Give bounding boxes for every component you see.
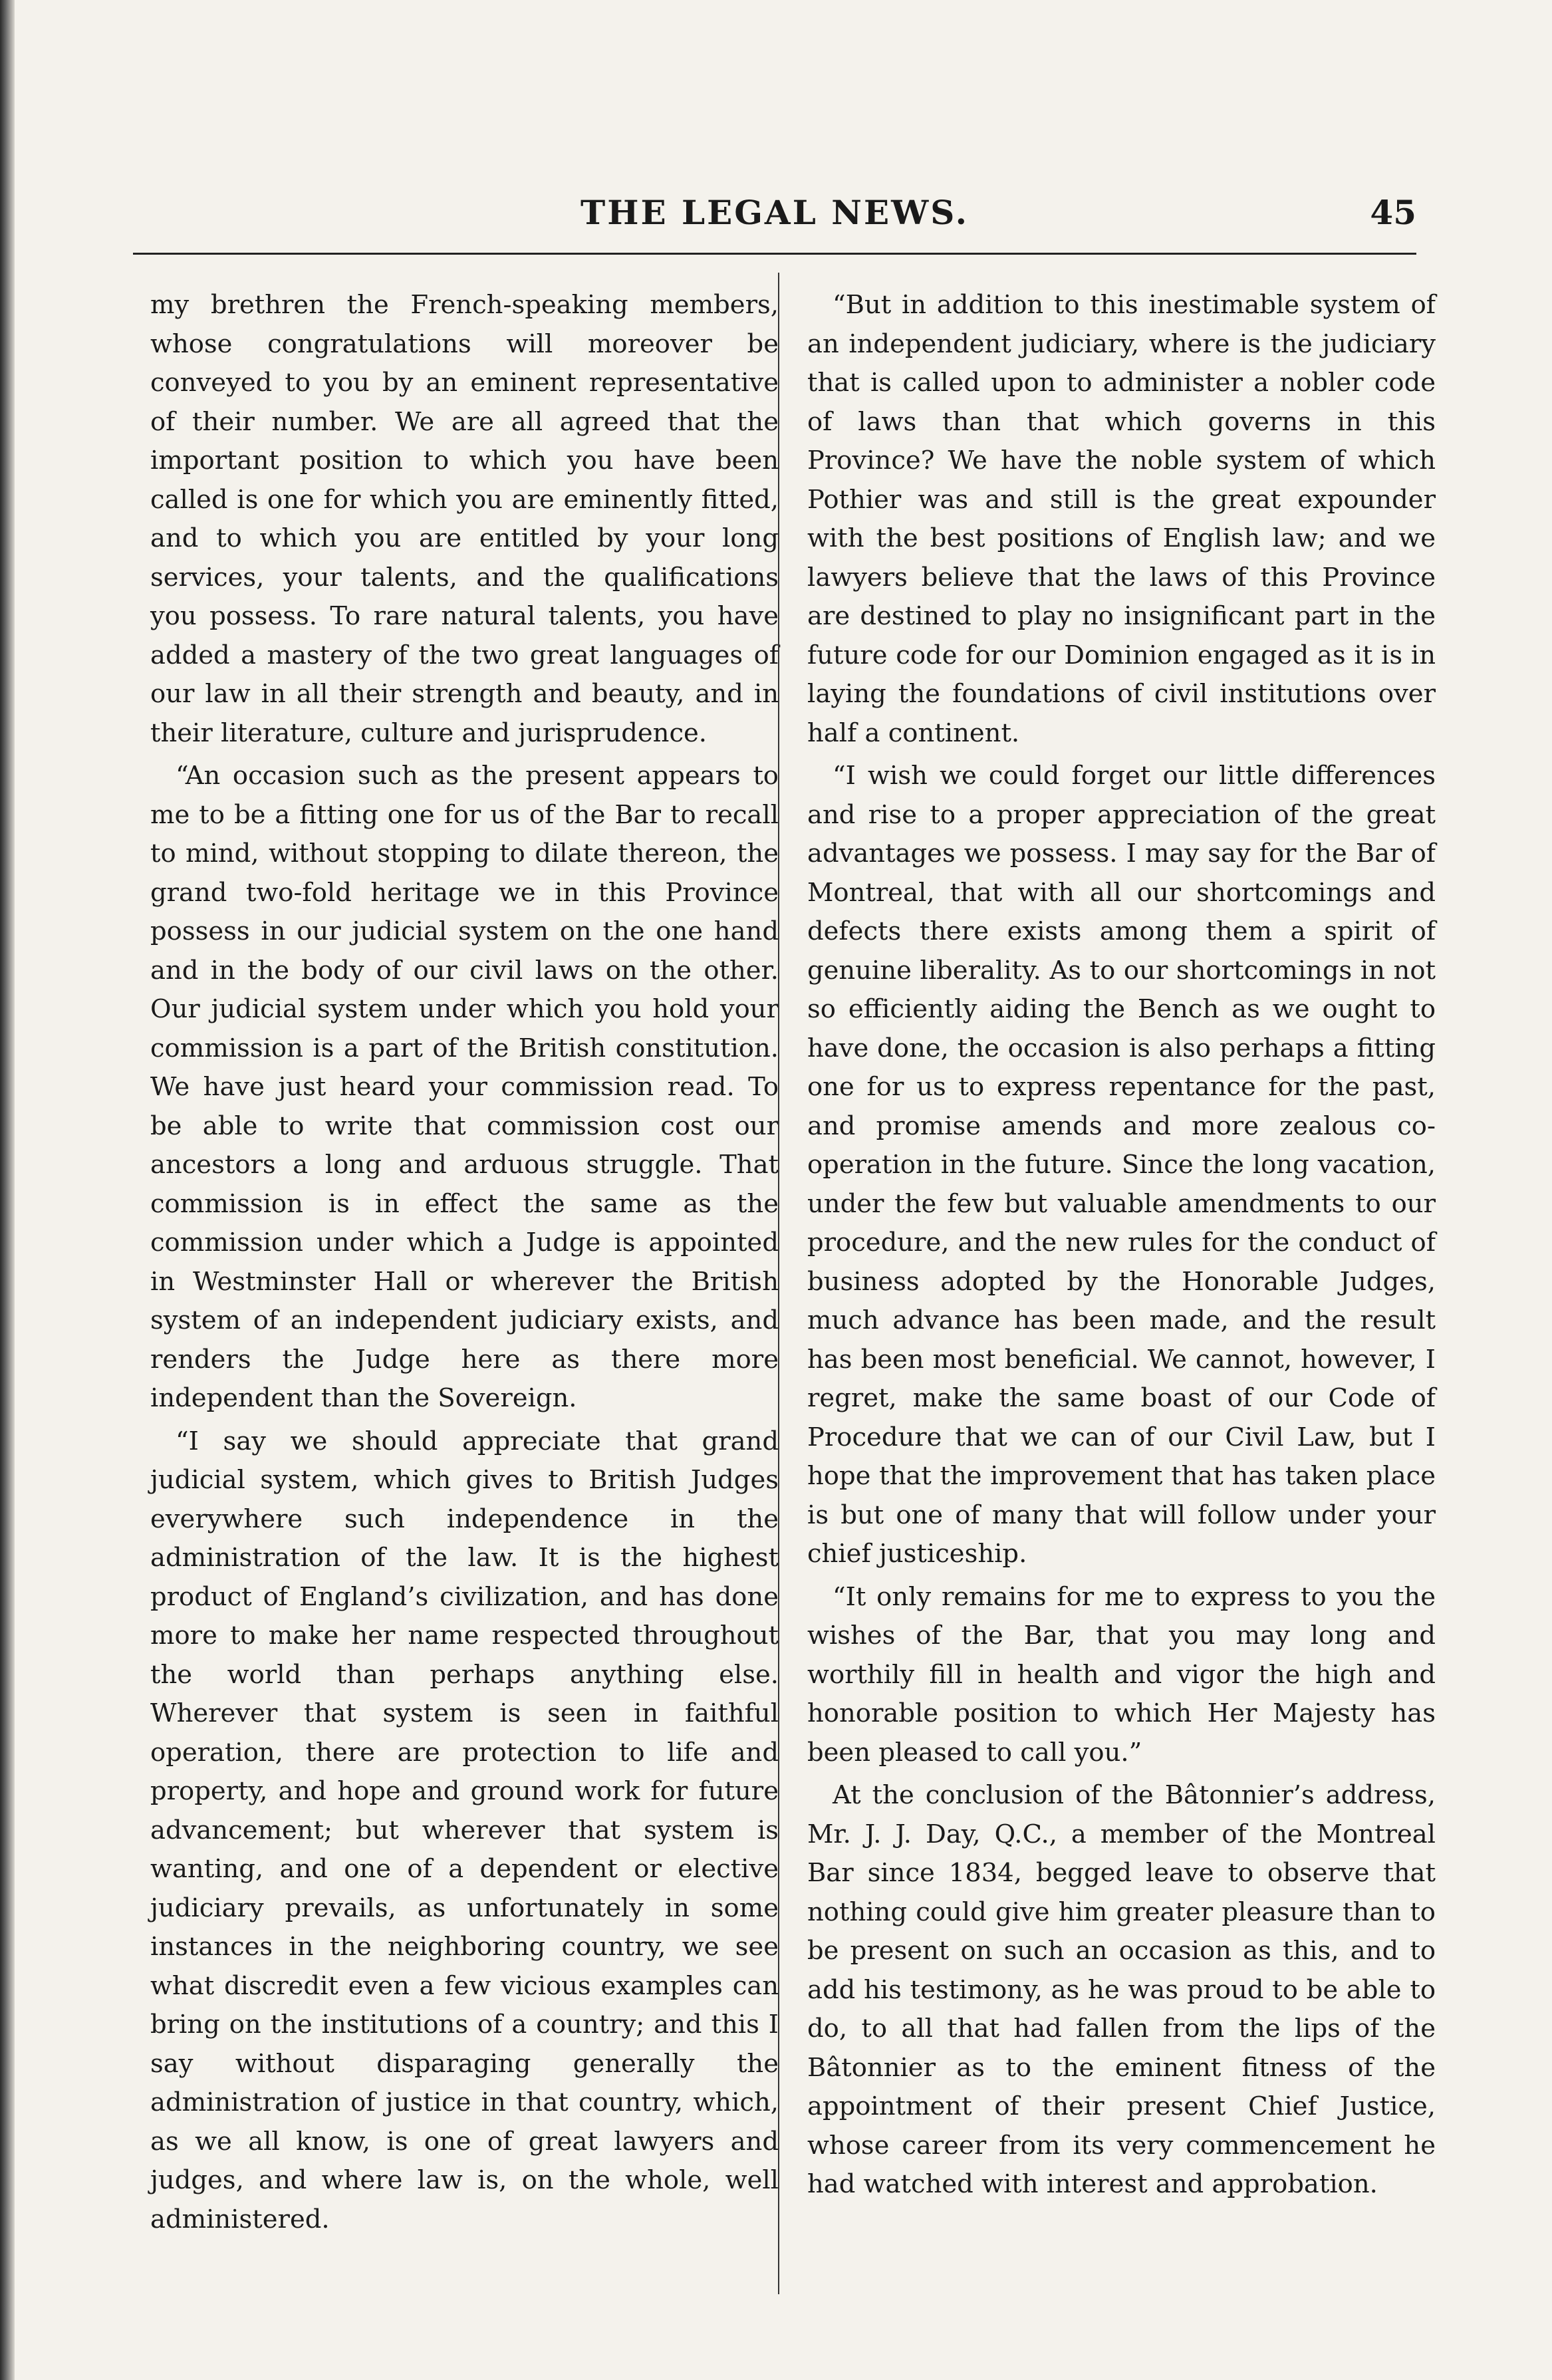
- paragraph: “I wish we could forget our little differences and rise to a proper appreciation of the great advantages we possess. I may say for the Bar of Montreal, that with all our shortcomings and defects there exists among them a spirit of genuine liberality. As to our shortcomings in not so efficiently aiding the Bench as we ought to have done, the occasion is also perhaps a fitting one for us to express repentance for the past, and promise amends and more zealous co-operation in the future. Since the long vacation, under the few but valuable amendments to our procedure, and the new rules for the conduct of business adopted by the Honorable Judges, much advance has been made, and the result has been most beneficial. We cannot, however, I regret, make the same boast of our Code of Procedure that we can of our Civil Law, but I hope that the improvement that has taken place is but one of many that will follow under your chief justiceship.: [807, 761, 1436, 1569]
- paragraph: my brethren the French-speaking members, whose congratulations will moreover be conveyed to you by an eminent representative of their number. We are all agreed that the important position to which you have been called is one for which you are eminently fitted, and to which you are entitled by your long services, your talents, and the qualifications you possess. To rare natural talents, you have added a mastery of the two great languages of our law in all their strength and beauty, and in their literature, culture and jurisprudence.: [150, 290, 779, 748]
- page-number: 45: [1370, 193, 1416, 232]
- column-divider: [778, 273, 779, 2294]
- paragraph: “But in addition to this inestimable system of an independent judiciary, where is the judiciary that is called upon to administer a nobler code of laws than that which governs in this Province? We have the noble system of which Pothier was and still is the great expounder with the best positions of English law; and we lawyers believe that the laws of this Province are destined to play no insignificant part in the future code for our Dominion engaged as it is in laying the foundations of civil institutions over half a continent.: [807, 290, 1436, 748]
- page-binding-edge: [0, 0, 15, 2380]
- running-title: THE LEGAL NEWS.: [581, 193, 969, 232]
- header-rule: [133, 253, 1416, 255]
- right-column: [807, 286, 1436, 2208]
- page-header: [133, 193, 1416, 239]
- paragraph: “I say we should appreciate that grand judicial system, which gives to British Judges everywhere such independence in the administration of the law. It is the highest product of England’s civilization, and has done more to make her name respected throughout the world than perhaps anything else. Wherever that system is seen in faithful operation, there are protection to life and property, and hope and ground work for future advancement; but wherever that system is wanting, and one of a dependent or elective judiciary prevails, as unfortunately in some instances in the neighboring country, we see what discredit even a few vicious examples can bring on the institutions of a country; and this I say without disparaging generally the administration of justice in that country, which, as we all know, is one of great lawyers and judges, and where law is, on the whole, well administered.: [150, 1426, 779, 2234]
- left-column: [150, 286, 779, 2243]
- paragraph: At the conclusion of the Bâtonnier’s address, Mr. J. J. Day, Q.C., a member of the Montreal Bar since 1834, begged leave to observe that nothing could give him greater pleasure than to be present on such an occasion as this, and to add his testimony, as he was proud to be able to do, to all that had fallen from the lips of the Bâtonnier as to the eminent fitness of the appointment of their present Chief Justice, whose career from its very commencement he had watched with interest and approbation.: [807, 1780, 1436, 2199]
- paragraph: “It only remains for me to express to you the wishes of the Bar, that you may long and worthily fill in health and vigor the high and honorable position to which Her Majesty has been pleased to call you.”: [807, 1581, 1436, 1768]
- paragraph: “An occasion such as the present appears to me to be a fitting one for us of the Bar to recall to mind, without stopping to dilate thereon, the grand two-fold heritage we in this Province possess in our judicial system on the one hand and in the body of our civil laws on the other. Our judicial system under which you hold your commission is a part of the British constitution. We have just heard your commission read. To be able to write that commission cost our ancestors a long and arduous struggle. That commission is in effect the same as the commission under which a Judge is appointed in Westminster Hall or wherever the British system of an independent judiciary exists, and renders the Judge here as there more independent than the Sovereign.: [150, 761, 779, 1413]
